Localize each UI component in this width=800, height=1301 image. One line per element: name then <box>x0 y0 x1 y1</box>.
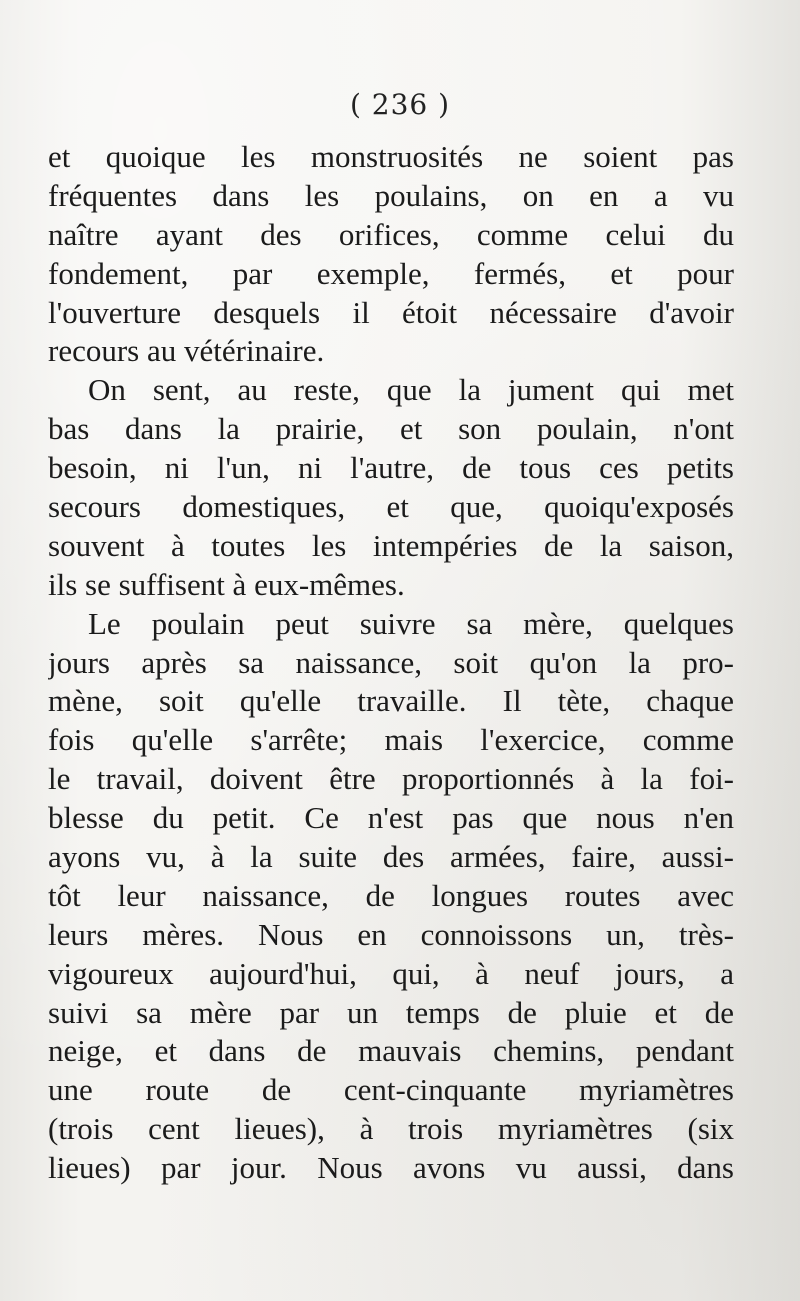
text-line: une route de cent-cinquante myriamètres <box>48 1072 734 1108</box>
text-line: ayons vu, à la suite des armées, faire, aussi- <box>48 839 734 875</box>
text-line: souvent à toutes les intempéries de la saison, <box>48 527 734 563</box>
text-line: bas dans la prairie, et son poulain, n'ont <box>48 411 734 447</box>
text-line: tôt leur naissance, de longues routes avec <box>48 877 734 913</box>
text-line: blesse du petit. Ce n'est pas que nous n'en <box>48 800 734 836</box>
text-line: besoin, ni l'un, ni l'autre, de tous ces petits <box>48 450 734 486</box>
text-line: et quoique les monstruosités ne soient pas <box>48 139 734 174</box>
text-line: neige, et dans de mauvais chemins, pendant <box>48 1033 734 1069</box>
body-text <box>48 138 734 1188</box>
text-line: fréquentes dans les poulains, on en a vu <box>48 177 734 213</box>
text-line: suivi sa mère par un temps de pluie et de <box>48 994 734 1030</box>
text-line: Le poulain peut suivre sa mère, quelques <box>88 605 734 641</box>
text-line: On sent, au reste, que la jument qui met <box>88 372 734 408</box>
text-line: naître ayant des orifices, comme celui du <box>48 216 734 252</box>
text-line: secours domestiques, et que, quoiqu'exposés <box>48 489 734 525</box>
text-line: (trois cent lieues), à trois myriamètres (six <box>48 1111 734 1147</box>
text-line: le travail, doivent être proportionnés à la foi- <box>48 761 734 797</box>
text-line: jours après sa naissance, soit qu'on la pro- <box>48 644 734 680</box>
page-number: ( 236 ) <box>349 88 451 121</box>
text-line: fois qu'elle s'arrête; mais l'exercice, comme <box>48 722 734 758</box>
text-line: fondement, par exemple, fermés, et pour <box>48 255 734 291</box>
text-line: l'ouverture desquels il étoit nécessaire d'avoir <box>48 294 734 330</box>
text-line: ils se suffisent à eux-mêmes. <box>48 566 405 602</box>
text-line: vigoureux aujourd'hui, qui, à neuf jours, a <box>48 955 734 991</box>
text-line: mène, soit qu'elle travaille. Il tète, chaque <box>48 683 734 719</box>
text-line: leurs mères. Nous en connoissons un, très- <box>48 916 734 952</box>
text-line: lieues) par jour. Nous avons vu aussi, dans <box>48 1150 734 1186</box>
text-line: recours au vétérinaire. <box>48 333 325 369</box>
